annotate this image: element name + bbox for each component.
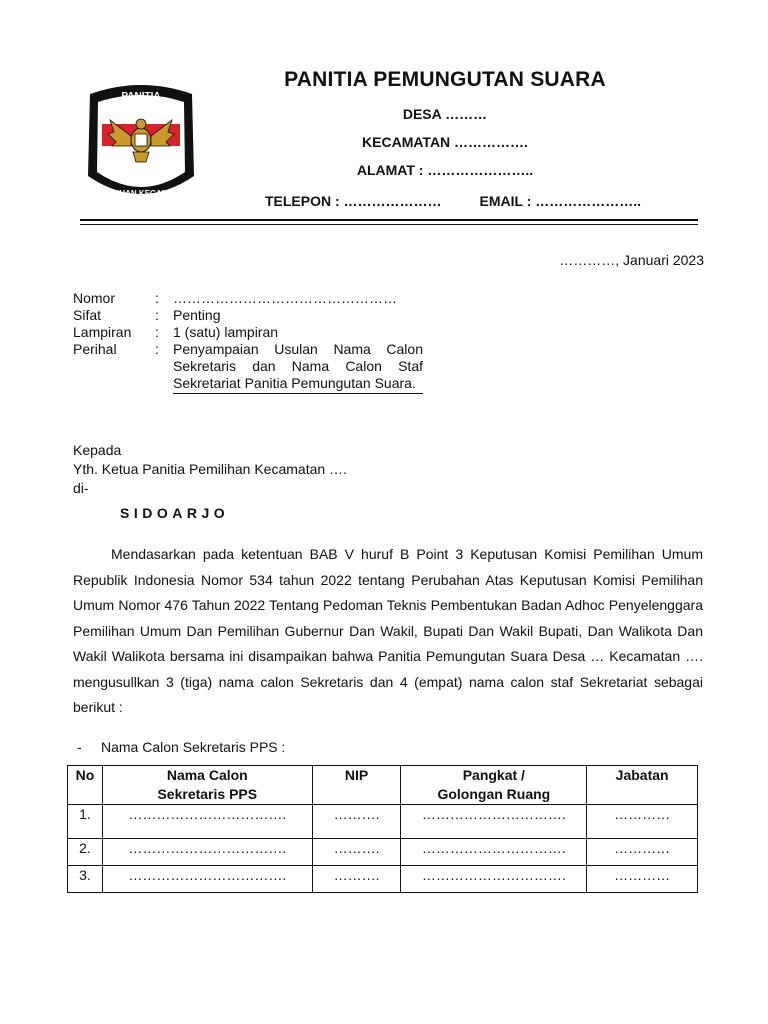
meta-value: Penting <box>173 307 221 323</box>
column-header-nama: Nama Calon Sekretaris PPS <box>102 766 312 805</box>
letterhead-rule-thick <box>80 219 698 221</box>
table-row <box>68 866 698 893</box>
meta-row-nomor <box>73 290 423 307</box>
meta-label: Nomor <box>73 290 116 306</box>
cell-pangkat: …………………………. <box>401 839 587 866</box>
meta-value-perihal: Penyampaian Usulan Nama Calon Sekretaris dan Nama Calon Staf Sekretariat Panitia Pemungutan Suara. <box>173 341 423 394</box>
meta-label: Sifat <box>73 307 102 323</box>
header-email: EMAIL : ………………….. <box>479 193 642 209</box>
logo-text-top: PANITIA <box>121 91 161 102</box>
recipient-yth: Yth. Ketua Panitia Pemilihan Kecamatan …. <box>73 461 347 477</box>
cell-pangkat: …………………………. <box>401 866 587 893</box>
cell-no: 1. <box>68 805 103 839</box>
cell-pangkat: …………………………. <box>401 805 587 839</box>
cell-nama: ……………………………. <box>102 866 312 893</box>
candidate-list-heading <box>77 739 285 755</box>
header-contact <box>238 193 668 209</box>
cell-no: 3. <box>68 866 103 893</box>
letter-meta <box>73 290 423 394</box>
letter-date: …………, Januari 2023 <box>559 252 704 268</box>
header-alamat: ALAMAT : ………………….. <box>356 162 534 178</box>
column-header-no: No <box>68 766 103 805</box>
meta-label: Lampiran <box>73 324 132 340</box>
header-telepon: TELEPON : ………………… <box>264 193 442 209</box>
meta-colon: : <box>155 307 159 323</box>
cell-nama: ……………………………. <box>102 839 312 866</box>
header-kecamatan: KECAMATAN ……………. <box>362 134 528 150</box>
candidate-table <box>67 765 698 893</box>
organization-name: PANITIA PEMUNGUTAN SUARA <box>284 68 606 91</box>
cell-no: 2. <box>68 839 103 866</box>
column-header-pangkat: Pangkat / Golongan Ruang <box>401 766 587 805</box>
meta-label: Perihal <box>73 341 117 357</box>
recipient-di: di- <box>73 480 89 496</box>
cell-jabatan: ………… <box>587 805 698 839</box>
meta-row-perihal <box>73 341 423 394</box>
letterhead-rule-thin <box>80 224 698 225</box>
meta-colon: : <box>155 290 159 306</box>
letter-body: Mendasarkan pada ketentuan BAB V huruf B Point 3 Keputusan Komisi Pemilihan Umum Republik Indonesia Nomor 534 tahun 2022 tentang Perubahan Atas Keputusan Komisi Pemilihan Umum Nomor 476 Tahun 2022 Tentang Pedoman Teknis Pembentukan Badan Adhoc Penyelenggara Pemilihan Umum Dan Pemilihan Gubernur Dan Wakil, Bupati Dan Wakil Bupati, Dan Walikota Dan Wakil Walikota bersama ini disampaikan bahwa Panitia Pemungutan Suara Desa … Kecamatan …. mengusullkan 3 (tiga) nama calon Sekretaris dan 4 (empat) nama calon staf Sekretariat sebagai berikut : <box>73 546 703 715</box>
column-header-nip: NIP <box>312 766 401 805</box>
cell-jabatan: ………… <box>587 866 698 893</box>
cell-nama: ……………………………. <box>102 805 312 839</box>
table-row <box>68 805 698 839</box>
meta-value: ………………………………………… <box>173 290 397 306</box>
cell-nip: ………. <box>312 805 401 839</box>
table-row <box>68 839 698 866</box>
column-header-jabatan: Jabatan <box>587 766 698 805</box>
meta-row-sifat <box>73 307 423 324</box>
cell-jabatan: ………… <box>587 839 698 866</box>
letterhead <box>230 68 660 209</box>
recipient-city: SIDOARJO <box>120 505 230 521</box>
meta-row-lampiran <box>73 324 423 341</box>
meta-colon: : <box>155 341 159 357</box>
bullet-label: Nama Calon Sekretaris PPS : <box>101 739 286 755</box>
meta-colon: : <box>155 324 159 340</box>
cell-nip: ………. <box>312 866 401 893</box>
header-desa: DESA ……… <box>402 106 488 122</box>
logo-text-bottom: PEMILIHAN KECAMATAN <box>92 189 190 198</box>
meta-value: 1 (satu) lampiran <box>173 324 279 340</box>
panitia-pemilihan-kecamatan-logo <box>82 80 200 206</box>
table-header-row <box>68 766 698 805</box>
recipient-block <box>73 441 347 498</box>
recipient-kepada: Kepada <box>73 442 122 458</box>
bullet-dash: - <box>77 739 82 755</box>
cell-nip: ………. <box>312 839 401 866</box>
